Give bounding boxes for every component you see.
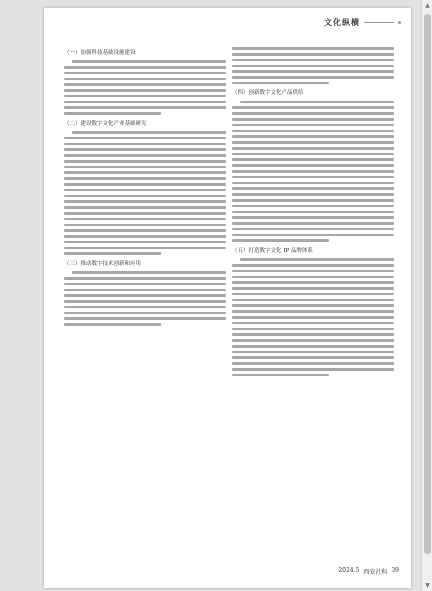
text-line (64, 200, 226, 203)
text-line (64, 212, 226, 215)
text-line (64, 101, 226, 104)
text-line (232, 322, 394, 325)
text-line (64, 224, 226, 227)
section-heading: （五）打造数字文化 IP 品牌体系 (232, 248, 313, 254)
text-line (64, 294, 226, 297)
paragraph-block (232, 258, 394, 376)
text-line (64, 195, 226, 198)
text-line (64, 283, 226, 286)
text-line (64, 252, 161, 255)
text-line (232, 368, 394, 371)
page-footer (338, 567, 399, 576)
text-line (232, 76, 394, 79)
text-line (232, 374, 329, 377)
text-line (64, 235, 226, 238)
text-line (232, 65, 394, 68)
right-column (232, 44, 394, 380)
paragraph-block (64, 60, 226, 115)
text-line (232, 141, 394, 144)
text-line (64, 83, 226, 86)
document-page (44, 8, 411, 588)
text-line (64, 277, 226, 280)
text-line (232, 316, 394, 319)
text-line (64, 317, 226, 320)
text-line (232, 310, 394, 313)
paragraph-block (232, 47, 394, 84)
text-line (240, 258, 394, 261)
text-line (232, 53, 394, 56)
text-line (72, 271, 226, 274)
text-line (64, 183, 226, 186)
text-line (232, 112, 394, 115)
text-line (232, 187, 394, 190)
text-line (64, 166, 226, 169)
text-line (232, 239, 329, 242)
text-line (64, 66, 226, 69)
text-line (232, 59, 394, 62)
text-line (232, 70, 394, 73)
text-line (232, 333, 394, 336)
text-line (232, 205, 394, 208)
text-line (232, 287, 394, 290)
paragraph-block (64, 131, 226, 255)
scroll-down-icon[interactable]: ▼ (425, 582, 430, 589)
text-line (232, 270, 394, 273)
text-line (232, 135, 394, 138)
text-line (64, 72, 226, 75)
text-line (232, 362, 394, 365)
text-line (232, 124, 394, 127)
text-line (232, 345, 394, 348)
scroll-thumb[interactable] (424, 14, 431, 554)
header-dot (398, 21, 401, 24)
text-line (64, 148, 226, 151)
text-line (232, 328, 394, 331)
text-line (64, 106, 226, 109)
text-line (240, 101, 394, 104)
left-column (64, 44, 226, 329)
text-line (64, 312, 226, 315)
text-line (64, 289, 226, 292)
section-heading: （一）加强科技基础设施建设 (64, 50, 136, 56)
text-line (64, 241, 226, 244)
text-line (232, 47, 394, 50)
text-line (232, 82, 329, 85)
section-heading: （三）推动数字技术创新和应用 (64, 261, 142, 267)
text-line (64, 229, 226, 232)
text-line (64, 143, 226, 146)
text-line (232, 158, 394, 161)
text-line (232, 299, 394, 302)
text-line (232, 106, 394, 109)
text-line (64, 160, 226, 163)
text-line (232, 199, 394, 202)
footer-page-number: 39 (391, 567, 399, 574)
text-line (64, 206, 226, 209)
text-line (232, 147, 394, 150)
text-line (232, 153, 394, 156)
text-line (232, 293, 394, 296)
text-line (64, 95, 226, 98)
text-line (232, 176, 394, 179)
text-line (232, 264, 394, 267)
text-line (64, 306, 226, 309)
text-line (232, 339, 394, 342)
text-line (64, 154, 226, 157)
text-line (64, 137, 226, 140)
text-line (232, 216, 394, 219)
text-line (64, 247, 226, 250)
text-line (232, 222, 394, 225)
text-line (232, 351, 394, 354)
header-rule (364, 22, 394, 23)
footer-issue: 2024.5 (338, 567, 360, 574)
text-line (232, 164, 394, 167)
text-line (232, 211, 394, 214)
section-heading: （二）建设数字文化产业基础研究 (64, 120, 147, 127)
text-line (64, 300, 226, 303)
text-line (232, 276, 394, 279)
text-line (64, 323, 161, 326)
text-line (232, 182, 394, 185)
section-heading: （四）创新数字文化产品供给 (232, 90, 304, 97)
text-line (232, 281, 394, 284)
text-line (64, 112, 161, 115)
scroll-up-icon[interactable]: ▲ (425, 2, 430, 9)
text-line (64, 218, 226, 221)
text-line (232, 304, 394, 307)
vertical-scrollbar[interactable] (421, 0, 432, 591)
text-line (232, 130, 394, 133)
text-line (72, 60, 226, 63)
text-line (64, 189, 226, 192)
paragraph-block (232, 101, 394, 242)
text-line (232, 118, 394, 121)
paragraph-block (64, 271, 226, 326)
text-line (232, 234, 394, 237)
text-line (232, 193, 394, 196)
text-line (232, 356, 394, 359)
header-section-tag: 文化纵横 (324, 16, 360, 27)
text-line (64, 177, 226, 180)
text-line (72, 131, 226, 134)
text-line (64, 171, 226, 174)
footer-journal: 西安社科 (363, 569, 388, 576)
text-line (232, 228, 394, 231)
text-line (64, 89, 226, 92)
page-header (324, 16, 401, 28)
text-line (64, 78, 226, 81)
text-line (232, 170, 394, 173)
